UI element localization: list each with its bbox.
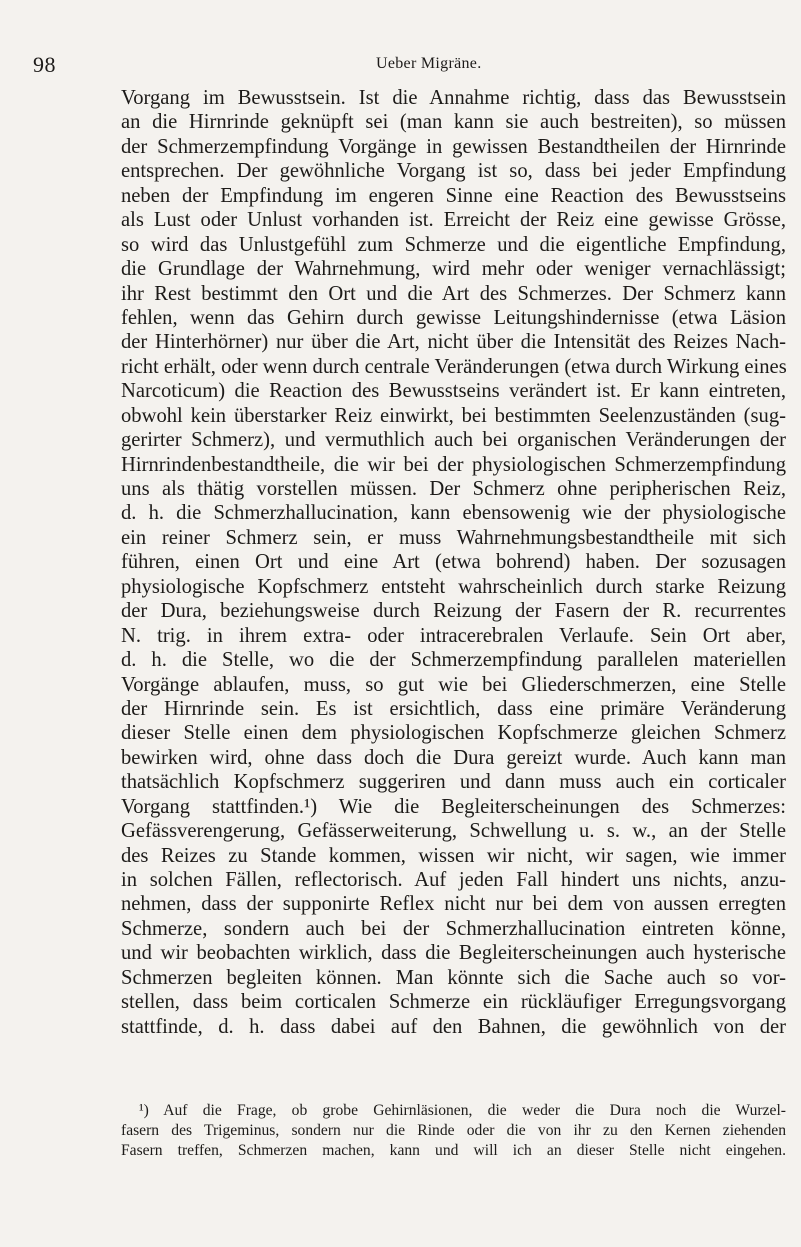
text-line: der Schmerzempfindung Vorgänge in gewissen Bestandtheilen der Hirnrinde [121, 135, 786, 158]
footnote-line: ¹) Auf die Frage, ob grobe Gehirnläsionen, die weder die Dura noch die Wurzel- [139, 1102, 786, 1119]
text-line: bewirken wird, ohne dass doch die Dura gereizt wurde. Auch kann man [121, 746, 786, 769]
text-line: führen, einen Ort und eine Art (etwa bohrend) haben. Der sozusagen [121, 551, 786, 574]
text-line: Vorgang im Bewusstsein. Ist die Annahme richtig, dass das Bewusstsein [121, 87, 786, 109]
text-line: neben der Empfindung im engeren Sinne eine Reaction des Bewusstseins [121, 184, 786, 207]
text-line: der Dura, beziehungsweise durch Reizung der Fasern der R. recurrentes [121, 600, 786, 623]
text-line: entsprechen. Der gewöhnliche Vorgang ist so, dass bei jeder Empfindung [121, 160, 786, 183]
text-line: uns als thätig vorstellen müssen. Der Schmerz ohne peripherischen Reiz, [121, 478, 786, 500]
text-line: stattfinde, d. h. dass dabei auf den Bahnen, die gewöhnlich von der [121, 1015, 786, 1038]
text-line: obwohl kein überstarker Reiz einwirkt, bei bestimmten Seelenzuständen (sug- [121, 404, 786, 427]
text-line: Schmerzen begleiten können. Man könnte sich die Sache auch so vor- [121, 966, 786, 989]
text-line: Vorgang stattfinden.¹) Wie die Begleiterscheinungen des Schmerzes: [121, 795, 786, 818]
text-line: die Grundlage der Wahrnehmung, wird mehr oder weniger vernachlässigt; [121, 258, 786, 281]
text-line: Narcoticum) die Reaction des Bewusstseins verändert ist. Er kann eintreten, [121, 380, 786, 403]
text-line: gerirter Schmerz), und vermuthlich auch bei organischen Veränderungen der [121, 429, 786, 452]
text-line: Gefässverengerung, Gefässerweiterung, Schwellung u. s. w., an der Stelle [121, 820, 786, 843]
running-head: Ueber Migräne. [376, 55, 482, 72]
text-line: als Lust oder Unlust vorhanden ist. Erreicht der Reiz eine gewisse Grösse, [121, 209, 786, 232]
text-line: Vorgänge ablaufen, muss, so gut wie bei Gliederschmerzen, eine Stelle [121, 673, 786, 696]
text-line: nehmen, dass der supponirte Reflex nicht nur bei dem von aussen erregten [121, 893, 786, 916]
text-line: thatsächlich Kopfschmerz suggeriren und dann muss auch ein corticaler [121, 771, 786, 794]
footnote [121, 1101, 786, 1160]
text-line: der Hirnrinde sein. Es ist ersichtlich, dass eine primäre Veränderung [121, 697, 786, 720]
text-line: ein reiner Schmerz sein, er muss Wahrnehmungsbestandtheile mit sich [121, 526, 786, 549]
text-line: ihr Rest bestimmt den Ort und die Art des Schmerzes. Der Schmerz kann [121, 282, 786, 305]
text-line: Hirnrindenbestandtheile, die wir bei der physiologischen Schmerzempfindung [121, 453, 786, 476]
text-line: richt erhält, oder wenn durch centrale Veränderungen (etwa durch Wirkung eines [121, 355, 787, 378]
text-line: und wir beobachten wirklich, dass die Begleiterscheinungen auch hysterische [121, 942, 786, 965]
text-line: der Hinterhörner) nur über die Art, nicht über die Intensität des Reizes Nach- [121, 331, 786, 354]
text-line: Schmerze, sondern auch bei der Schmerzhallucination eintreten könne, [121, 917, 786, 940]
footnote-line: fasern des Trigeminus, sondern nur die Rinde oder die von ihr zu den Kernen ziehenden [121, 1121, 786, 1139]
text-line: an die Hirnrinde geknüpft sei (man kann sie auch bestreiten), so müssen [121, 111, 786, 134]
text-line: fehlen, wenn das Gehirn durch gewisse Leitungshindernisse (etwa Läsion [121, 306, 786, 329]
footnote-line: Fasern treffen, Schmerzen machen, kann und will ich an dieser Stelle nicht eingehen. [121, 1141, 786, 1159]
text-line: in solchen Fällen, reflectorisch. Auf jeden Fall hindert uns nichts, anzu- [121, 869, 786, 891]
text-line: d. h. die Stelle, wo die der Schmerzempfindung parallelen materiellen [121, 649, 786, 672]
page-number: 98 [33, 52, 56, 77]
body-text [121, 86, 786, 1039]
text-line: so wird das Unlustgefühl zum Schmerze und die eigentliche Empfindung, [121, 233, 786, 256]
text-line: physiologische Kopfschmerz entsteht wahrscheinlich durch starke Reizung [121, 575, 786, 598]
text-line: N. trig. in ihrem extra- oder intracerebralen Verlaufe. Sein Ort aber, [121, 624, 786, 647]
text-line: d. h. die Schmerzhallucination, kann ebensowenig wie der physiologische [121, 502, 786, 525]
text-line: des Reizes zu Stande kommen, wissen wir nicht, wir sagen, wie immer [121, 844, 786, 867]
text-line: stellen, dass beim corticalen Schmerze ein rückläufiger Erregungsvorgang [121, 991, 786, 1014]
text-line: dieser Stelle einen dem physiologischen Kopfschmerze gleichen Schmerz [121, 722, 786, 745]
